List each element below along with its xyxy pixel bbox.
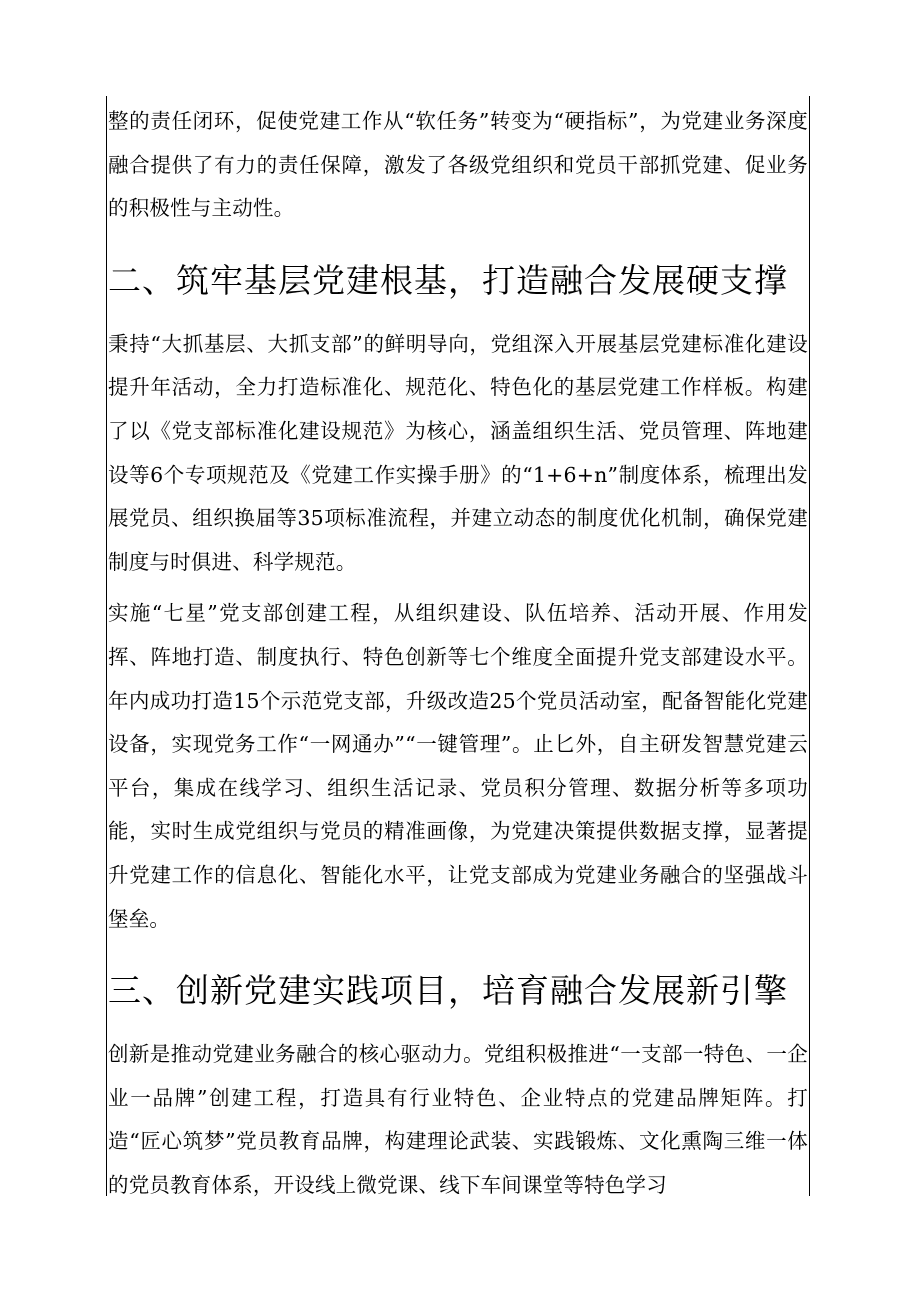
section-2-paragraph-2: 实施“七星”党支部创建工程，从组织建设、队伍培养、活动开展、作用发挥、阵地打造、制度执行、特色创新等七个维度全面提升党支部建设水平。年内成功打造15个示范党支部，升级改造25个党员活动室，配备智能化党建设备，实现党务工作“一网通办”“一键管理”。止匕外，自主研发智慧党建云平台，集成在线学习、组织生活记录、党员积分管理、数据分析等多项功能，实时生成党组织与党员的精准画像，为党建决策提供数据支撑，显著提升党建工作的信息化、智能化水平，让党支部成为党建业务融合的坚强战斗堡垒。: [108, 601, 808, 931]
section-3-paragraph-1: 创新是推动党建业务融合的核心驱动力。党组积极推进“一支部一特色、一企业一品牌”创建工程，打造具有行业特色、企业特点的党建品牌矩阵。打造“匠心筑梦”党员教育品牌，构建理论武装、实践锻炼、文化熏陶三维一体的党员教育体系，开设线上微党课、线下车间课堂等特色学习: [108, 1042, 808, 1197]
right-border-line: [809, 96, 810, 1196]
section-2-paragraph-1: 秉持“大抓基层、大抓支部”的鲜明导向，党组深入开展基层党建标准化建设提升年活动，全力打造标准化、规范化、特色化的基层党建工作样板。构建了以《党支部标准化建设规范》为核心，涵盖组织生活、党员管理、阵地建设等6个专项规范及《党建工作实操手册》的“1+6+n”制度体系，梳理出发展党员、组织换届等35项标准流程，并建立动态的制度优化机制，确保党建制度与时俱进、科学规范。: [108, 331, 808, 574]
left-border-line: [106, 96, 107, 1196]
section-3-heading: 三、创新党建实践项目，培育融合发展新引擎: [108, 971, 788, 1011]
document-body: [108, 100, 808, 1207]
intro-paragraph: 整的责任闭环，促使党建工作从“软任务”转变为“硬指标”，为党建业务深度融合提供了有力的责任保障，激发了各级党组织和党员干部抓党建、促业务的积极性与主动性。: [108, 109, 808, 221]
section-2-heading: 二、筑牢基层党建根基，打造融合发展硬支撑: [108, 260, 788, 300]
